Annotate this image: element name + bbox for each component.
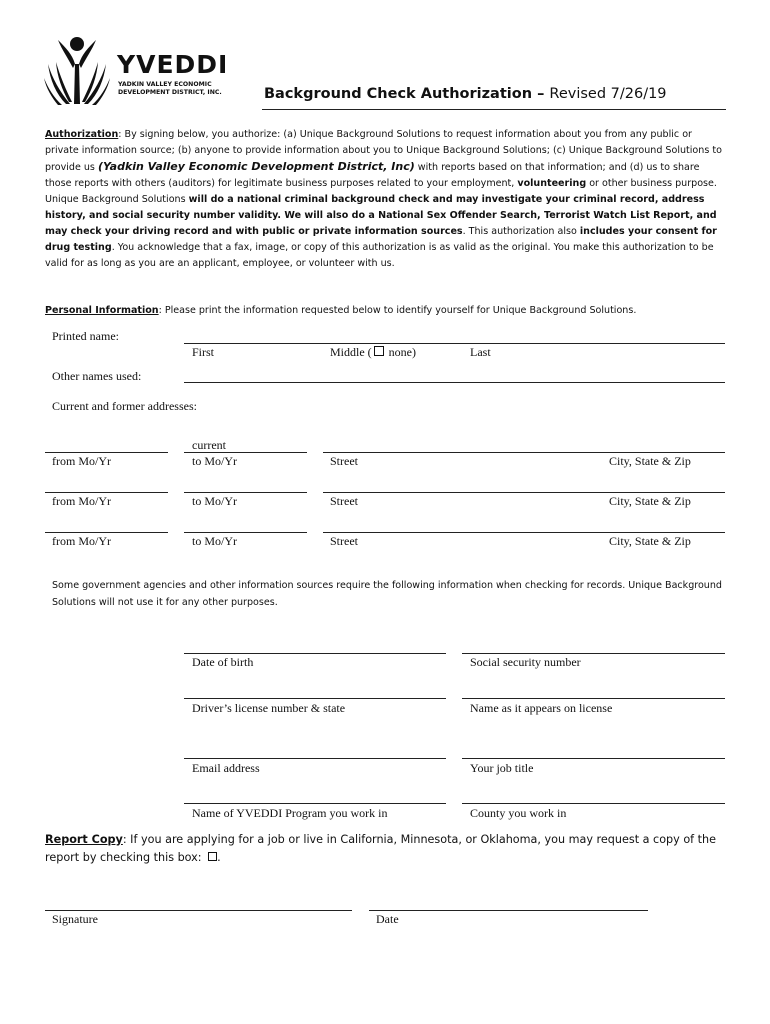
job-title-field[interactable] <box>462 758 725 759</box>
address-1-to-caption: to Mo/Yr <box>192 454 237 468</box>
address-1-current-caption: current <box>192 438 226 452</box>
middle-name-caption <box>330 345 416 360</box>
drivers-license-caption: Driver’s license number & state <box>192 701 346 715</box>
first-name-caption: First <box>192 345 215 359</box>
report-copy-text: : If you are applying for a job or live in California, Minnesota, or Oklahoma, you may request a copy of the report by checking this box: <box>45 833 717 864</box>
last-name-caption: Last <box>470 345 491 359</box>
email-field[interactable] <box>184 758 446 759</box>
report-copy-heading: Report Copy <box>45 833 123 846</box>
report-copy-end: . <box>217 851 221 864</box>
dob-caption: Date of birth <box>192 655 254 669</box>
authorization-text-3: or other business purpose. Unique Background Solutions <box>45 178 717 205</box>
other-names-field[interactable] <box>184 382 725 383</box>
authorization-heading: Authorization <box>45 129 119 140</box>
authorization-text-1: : By signing below, you authorize: (a) Unique Background Solutions to request information about you from any public or private information source; (b) anyone to provide information about you to Unique Background Solutions; (c) Unique Background Solutions to provide us <box>45 129 722 173</box>
address-1-street-field[interactable] <box>323 452 725 453</box>
dob-field[interactable] <box>184 653 446 654</box>
title-main: Background Check Authorization <box>264 86 533 102</box>
address-2-to-caption: to Mo/Yr <box>192 494 237 508</box>
date-caption: Date <box>376 912 399 926</box>
address-2-to-field[interactable] <box>184 492 307 493</box>
authorization-bold-2: includes your consent for drug testing <box>45 226 717 253</box>
report-copy-paragraph <box>45 831 725 867</box>
authorization-org: (Yadkin Valley Economic Development District, Inc) <box>97 160 415 173</box>
government-note: Some government agencies and other information sources require the following information when checking for records. Unique Background Solutions will not use it for any other purposes. <box>52 580 722 608</box>
program-caption: Name of YVEDDI Program you work in <box>192 806 388 820</box>
address-2-street-field[interactable] <box>323 492 725 493</box>
logo-subtitle <box>118 81 222 96</box>
personal-info-heading: Personal Information <box>45 305 159 316</box>
address-3-street-caption: Street <box>330 534 358 548</box>
address-2-city-caption: City, State & Zip <box>609 494 691 508</box>
authorization-text-4: . This authorization also <box>462 226 580 237</box>
email-caption: Email address <box>192 761 260 775</box>
printed-name-label: Printed name: <box>52 329 119 343</box>
personal-info-intro <box>45 303 725 319</box>
name-on-license-caption: Name as it appears on license <box>470 701 613 715</box>
title-dash: – <box>532 86 550 102</box>
signature-caption: Signature <box>52 912 98 926</box>
authorization-volunteering: volunteering <box>517 178 587 189</box>
logo-wordmark: YVEDDI <box>117 50 229 79</box>
signature-field[interactable] <box>45 910 352 911</box>
logo-subtitle-line2: DEVELOPMENT DISTRICT, INC. <box>118 88 222 96</box>
page-title <box>264 86 667 102</box>
program-field[interactable] <box>184 803 446 804</box>
no-middle-name-checkbox[interactable] <box>374 346 384 356</box>
address-2-from-caption: from Mo/Yr <box>52 494 111 508</box>
address-2-from-field[interactable] <box>45 492 168 493</box>
address-3-from-field[interactable] <box>45 532 168 533</box>
printed-name-field[interactable] <box>184 343 725 344</box>
logo-subtitle-line1: YADKIN VALLEY ECONOMIC <box>118 81 212 88</box>
address-1-city-caption: City, State & Zip <box>609 454 691 468</box>
middle-caption-post: none) <box>385 345 416 359</box>
date-field[interactable] <box>369 910 648 911</box>
report-copy-checkbox[interactable] <box>208 852 217 861</box>
personal-info-text: : Please print the information requested below to identify yourself for Unique Background Solutions. <box>158 305 637 316</box>
address-3-city-caption: City, State & Zip <box>609 534 691 548</box>
address-3-from-caption: from Mo/Yr <box>52 534 111 548</box>
middle-caption-pre: Middle ( <box>330 345 372 359</box>
authorization-text-5: . You acknowledge that a fax, image, or copy of this authorization is as valid as the original. You make this authorization to be valid for as long as you are an applicant, employee, or volunteer with us. <box>45 242 714 269</box>
address-1-street-caption: Street <box>330 454 358 468</box>
address-2-street-caption: Street <box>330 494 358 508</box>
title-revised: Revised 7/26/19 <box>549 86 667 102</box>
address-3-to-caption: to Mo/Yr <box>192 534 237 548</box>
ssn-field[interactable] <box>462 653 725 654</box>
drivers-license-field[interactable] <box>184 698 446 699</box>
addresses-label: Current and former addresses: <box>52 399 197 413</box>
address-1-from-field[interactable] <box>45 452 168 453</box>
ssn-caption: Social security number <box>470 655 581 669</box>
address-3-street-field[interactable] <box>323 532 725 533</box>
other-names-label: Other names used: <box>52 369 142 383</box>
county-caption: County you work in <box>470 806 567 820</box>
job-title-caption: Your job title <box>470 761 534 775</box>
county-field[interactable] <box>462 803 725 804</box>
title-underline <box>262 109 726 110</box>
name-on-license-field[interactable] <box>462 698 725 699</box>
yveddi-logo-icon <box>44 34 110 106</box>
authorization-bold-1: will do a national criminal background check and may investigate your criminal record, address history, and social security number validity. We will also do a National Sex Offender Search, Terrorist Watch List Report, and may check your driving record and with public or private information sources <box>45 194 717 237</box>
authorization-paragraph <box>45 127 725 272</box>
authorization-text-2: with reports based on that information; and (d) us to share those reports with others (auditors) for legitimate business purposes related to your employment, <box>45 162 700 189</box>
address-1-from-caption: from Mo/Yr <box>52 454 111 468</box>
address-3-to-field[interactable] <box>184 532 307 533</box>
